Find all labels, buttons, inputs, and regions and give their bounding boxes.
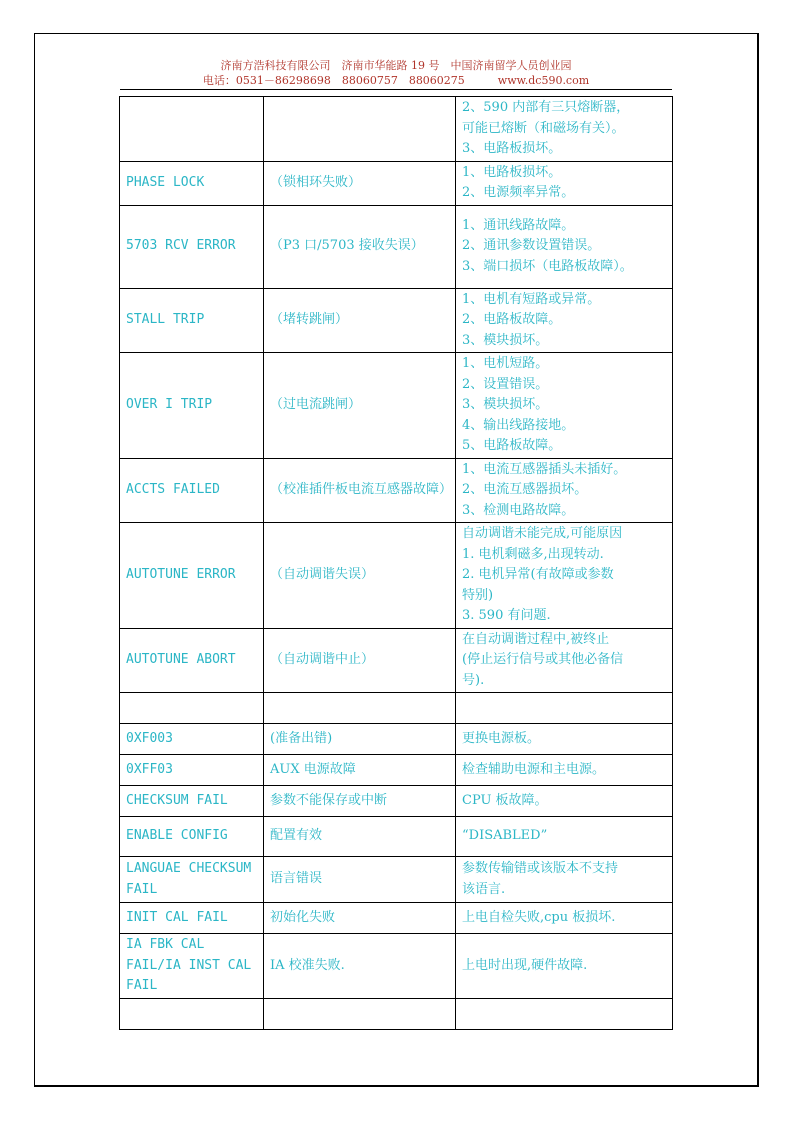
fault-meaning-cell: （自动调谐中止） (264, 628, 456, 693)
table-row (120, 857, 673, 903)
table-row (120, 817, 673, 857)
cause-line: 3、端口损坏（电路板故障）。 (462, 258, 633, 274)
fault-cause-cell (456, 161, 673, 205)
table-row (120, 998, 673, 1029)
fault-code-cell (120, 97, 264, 162)
cause-line: 3、模块损坏。 (462, 332, 549, 348)
cause-line: 2、电路板故障。 (462, 312, 562, 327)
fault-code-cell: PHASE LOCK (120, 161, 264, 205)
table-row (120, 353, 673, 459)
fault-code-table (119, 96, 673, 1030)
fault-cause-cell (456, 724, 673, 755)
cause-line: 在自动调谐过程中,被终止 (462, 631, 610, 647)
cause-line: 上电时出现,硬件故障. (462, 957, 588, 973)
table-row (120, 724, 673, 755)
cause-line: 特别) (462, 587, 494, 603)
cause-line: 可能已熔断（和磁场有关）。 (462, 120, 625, 136)
cause-line: 3、检测电路故障。 (462, 502, 575, 518)
cause-line: 检查辅助电源和主电源。 (462, 761, 606, 777)
fault-cause-cell (456, 458, 673, 523)
cause-line: 2、电源频率异常。 (462, 185, 575, 200)
header-rule (120, 89, 672, 90)
table-row (120, 288, 673, 353)
fault-cause-cell (456, 998, 673, 1029)
fault-meaning-cell: 语言错误 (264, 857, 456, 903)
company-line: 济南方浩科技有限公司 济南市华能路 19 号 中国济南留学人员创业园 (220, 59, 572, 72)
fault-meaning-cell: AUX 电源故障 (264, 755, 456, 786)
table-row (120, 934, 673, 999)
fault-meaning-cell: 初始化失败 (264, 903, 456, 934)
fault-code-cell: 0XF003 (120, 724, 264, 755)
cause-line: 自动调谐未能完成,可能原因 (462, 526, 623, 541)
fault-code-cell: OVER I TRIP (120, 353, 264, 459)
cause-line: 1、电机有短路或异常。 (462, 291, 601, 307)
fault-cause-cell (456, 205, 673, 288)
fault-cause-cell (456, 353, 673, 459)
fault-code-cell: CHECKSUM FAIL (120, 786, 264, 817)
cause-line: 更换电源板。 (462, 730, 541, 746)
fault-code-cell: 0XFF03 (120, 755, 264, 786)
fault-cause-cell (456, 693, 673, 724)
fault-meaning-cell: （校准插件板电流互感器故障） (264, 458, 456, 523)
cause-line: 2、电流互感器损坏。 (462, 482, 588, 497)
fault-cause-cell (456, 755, 673, 786)
table-row (120, 693, 673, 724)
fault-meaning-cell: （堵转跳闸） (264, 288, 456, 353)
fault-cause-cell (456, 628, 673, 693)
table-row (120, 786, 673, 817)
fault-cause-cell (456, 288, 673, 353)
cause-line: 上电自检失败,cpu 板损坏. (462, 909, 616, 925)
fault-meaning-cell: 配置有效 (264, 817, 456, 857)
cause-line: 2. 电机异常(有故障或参数 (462, 567, 614, 582)
fault-code-cell: ACCTS FAILED (120, 458, 264, 523)
fault-meaning-cell (264, 97, 456, 162)
fault-meaning-cell: （锁相环失败） (264, 161, 456, 205)
cause-line: 1、电流互感器插头未插好。 (462, 461, 627, 477)
table-row (120, 161, 673, 205)
fault-code-cell: IA FBK CAL FAIL/IA INST CAL FAIL (120, 934, 264, 999)
contact-line: 电话：0531－86298698 88060757 88060275 www.dc590.com (202, 74, 590, 87)
fault-code-cell: AUTOTUNE ERROR (120, 523, 264, 629)
fault-meaning-cell: (准备出错) (264, 724, 456, 755)
fault-meaning-cell (264, 998, 456, 1029)
cause-line: (停止运行信号或其他必备信 (462, 652, 624, 667)
fault-code-cell: AUTOTUNE ABORT (120, 628, 264, 693)
fault-meaning-cell: （过电流跳闸） (264, 353, 456, 459)
cause-line: 5、电路板故障。 (462, 438, 562, 453)
cause-line: 2、设置错误。 (462, 376, 549, 392)
cause-line: 1、电机短路。 (462, 356, 549, 371)
table-row (120, 523, 673, 629)
fault-code-cell: STALL TRIP (120, 288, 264, 353)
fault-meaning-cell: （P3 口/5703 接收失误） (264, 205, 456, 288)
fault-meaning-cell: IA 校准失败. (264, 934, 456, 999)
fault-code-cell: LANGUAE CHECKSUM FAIL (120, 857, 264, 903)
table-row (120, 903, 673, 934)
page-header (120, 58, 672, 88)
cause-line: 该语言. (462, 881, 506, 897)
cause-line: 2、通讯参数设置错误。 (462, 238, 601, 254)
cause-line: 4、输出线路接地。 (462, 417, 575, 433)
fault-meaning-cell: 参数不能保存或中断 (264, 786, 456, 817)
fault-cause-cell (456, 903, 673, 934)
table-row (120, 205, 673, 288)
cause-line: 3. 590 有问题. (462, 608, 551, 623)
cause-line: 3、电路板损坏。 (462, 141, 562, 156)
fault-cause-cell (456, 934, 673, 999)
fault-code-cell: INIT CAL FAIL (120, 903, 264, 934)
fault-cause-cell (456, 786, 673, 817)
cause-line: “DISABLED” (462, 828, 548, 844)
fault-cause-cell (456, 857, 673, 903)
table-row (120, 97, 673, 162)
cause-line: 参数传输错或该版本不支持 (462, 861, 619, 876)
fault-meaning-cell: （自动调谐失误） (264, 523, 456, 629)
cause-line: 1. 电机剩磁多,出现转动. (462, 546, 604, 562)
table-row (120, 755, 673, 786)
cause-line: 1、电路板损坏。 (462, 164, 562, 180)
table-row (120, 628, 673, 693)
cause-line: 号). (462, 672, 485, 688)
fault-code-cell: 5703 RCV ERROR (120, 205, 264, 288)
fault-meaning-cell (264, 693, 456, 724)
fault-cause-cell (456, 97, 673, 162)
fault-code-cell (120, 998, 264, 1029)
cause-line: CPU 板故障。 (462, 792, 548, 808)
fault-code-cell: ENABLE CONFIG (120, 817, 264, 857)
table-row (120, 458, 673, 523)
fault-code-cell (120, 693, 264, 724)
cause-line: 2、590 内部有三只熔断器， (462, 100, 630, 115)
cause-line: 1、通讯线路故障。 (462, 217, 575, 233)
cause-line: 3、模块损坏。 (462, 397, 549, 412)
fault-cause-cell (456, 817, 673, 857)
fault-cause-cell (456, 523, 673, 629)
